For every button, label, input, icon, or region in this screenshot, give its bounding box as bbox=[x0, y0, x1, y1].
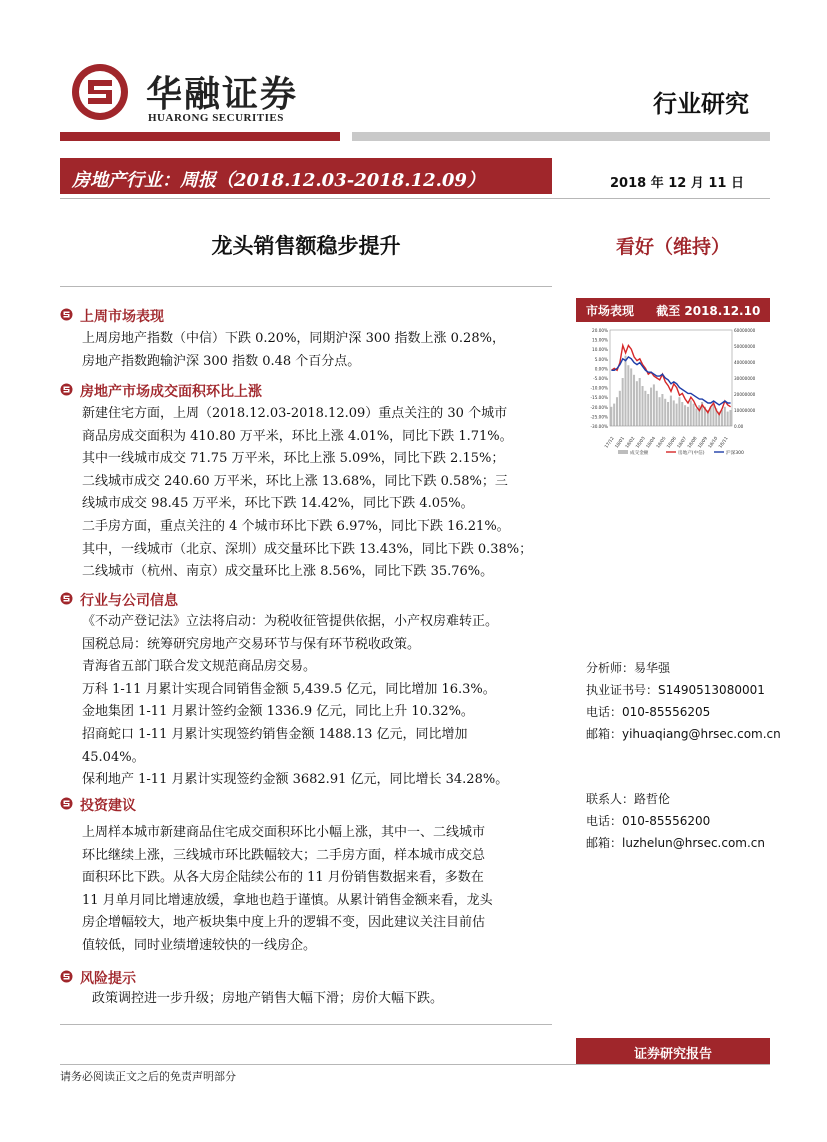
volume-bar bbox=[664, 399, 666, 426]
right-tick-label: 40000000 bbox=[734, 360, 756, 365]
left-tick-label: 10.00% bbox=[592, 347, 608, 353]
analyst-phone: 电话：010-85556205 bbox=[586, 705, 711, 719]
market-cutoff: 截至 2018.12.10 bbox=[656, 304, 761, 318]
body-line: 二手房方面，重点关注的 4 个城市环比下跌 6.97%，同比下跌 16.21%。 bbox=[82, 518, 510, 534]
body-line: 招商蛇口 1-11 月累计实现签约销售金额 1488.13 亿元，同比增加 bbox=[82, 726, 468, 742]
volume-bar bbox=[727, 412, 729, 426]
x-tick-label: 17/12 bbox=[604, 436, 616, 450]
body-line: 政策调控进一步升级；房地产销售大幅下滑；房价大幅下跌。 bbox=[92, 991, 444, 1006]
body-line: 上周房地产指数（中信）下跌 0.20%，同期沪深 300 指数上涨 0.28%， bbox=[82, 331, 505, 346]
contact-phone: 电话：010-85556200 bbox=[586, 814, 711, 828]
body-line: 青海省五部门联合发文规范商品房交易。 bbox=[82, 659, 317, 675]
right-tick-label: 30000000 bbox=[734, 376, 756, 381]
footer-divider bbox=[60, 1064, 770, 1065]
volume-bar bbox=[670, 396, 672, 426]
left-tick-label: 20.00% bbox=[592, 328, 608, 333]
x-tick-label: 18/04 bbox=[645, 436, 658, 450]
body-line: 面积环比下跌。从各大房企陆续公布的 11 月份销售数据来看，多数在 bbox=[82, 870, 484, 886]
volume-bar bbox=[644, 391, 646, 426]
left-tick-label: 15.00% bbox=[592, 337, 608, 343]
analyst-email[interactable]: 邮箱：yihuaqiang@hrsec.com.cn bbox=[586, 727, 781, 741]
body-line: 线城市成交 98.45 万平米，环比下跌 14.42%，同比下跌 4.05%。 bbox=[82, 496, 474, 512]
left-tick-label: -15.00% bbox=[590, 395, 608, 401]
volume-bar bbox=[633, 375, 635, 426]
header-gray-bar bbox=[352, 132, 770, 141]
x-tick-label: 18/09 bbox=[697, 436, 709, 450]
disclaimer: 请务必阅读正文之后的免责声明部分 bbox=[60, 1070, 236, 1083]
section-heading: 行业与公司信息 bbox=[80, 593, 178, 609]
body-line: 11 月单月同比增速放缓，拿地也趋于谨慎。从累计销售金额来看，龙头 bbox=[82, 892, 493, 908]
volume-bar bbox=[647, 394, 649, 426]
left-tick-label: -5.00% bbox=[593, 376, 608, 381]
volume-bar bbox=[636, 381, 638, 426]
volume-bar bbox=[729, 410, 731, 426]
volume-bar bbox=[676, 404, 678, 426]
volume-bar bbox=[695, 408, 697, 426]
right-tick-label: 60000000 bbox=[734, 328, 756, 333]
market-label: 市场表现 bbox=[586, 304, 635, 318]
body-line: 45.04%。 bbox=[82, 749, 145, 765]
section-body bbox=[92, 988, 443, 1011]
volume-bar bbox=[610, 407, 612, 426]
report-type: 行业研究 bbox=[653, 89, 749, 118]
body-line: 商品房成交面积为 410.80 万平米，环比上涨 4.01%，同比下跌 1.71%。 bbox=[82, 428, 513, 444]
body-line: 万科 1-11 月累计实现合同销售金额 5,439.5 亿元，同比增加 16.3%。 bbox=[82, 681, 496, 697]
volume-bar bbox=[642, 386, 644, 426]
left-tick-label: -10.00% bbox=[590, 385, 608, 391]
section-bullet-icon bbox=[60, 970, 73, 983]
volume-bar bbox=[681, 402, 683, 426]
section-body bbox=[82, 403, 532, 584]
volume-bar bbox=[693, 404, 695, 426]
volume-bar bbox=[624, 356, 626, 426]
volume-bar bbox=[659, 397, 661, 426]
body-line: 国税总局：统筹研究房地产交易环节与保有环节税收政策。 bbox=[82, 636, 421, 652]
section-heading: 投资建议 bbox=[80, 798, 136, 814]
body-bottom-divider bbox=[60, 1024, 552, 1025]
legend-label: 房地产(中信) bbox=[678, 451, 705, 456]
left-tick-label: -25.00% bbox=[590, 414, 608, 420]
volume-bar bbox=[630, 368, 632, 426]
section-bullet-icon bbox=[60, 383, 73, 396]
body-line: 房地产指数跑输沪深 300 指数 0.48 个百分点。 bbox=[82, 353, 361, 369]
right-tick-label: 10000000 bbox=[734, 408, 756, 413]
x-tick-label: 18/05 bbox=[656, 436, 668, 450]
report-title: 房地产行业：周报（2018.12.03-2018.12.09） bbox=[72, 170, 485, 191]
x-tick-label: 18/08 bbox=[687, 436, 699, 450]
right-tick-label: 50000000 bbox=[734, 344, 756, 349]
report-date: 2018 年 12 月 11 日 bbox=[610, 176, 744, 191]
footer-label: 证券研究报告 bbox=[633, 1047, 712, 1062]
x-tick-label: 18/06 bbox=[666, 436, 678, 450]
right-tick-label: 20000000 bbox=[734, 392, 756, 397]
volume-bar bbox=[616, 397, 618, 426]
volume-bar bbox=[653, 384, 655, 426]
market-performance-chart bbox=[582, 326, 768, 462]
volume-bar bbox=[678, 397, 680, 426]
left-tick-label: 0.00% bbox=[594, 366, 608, 372]
body-line: 房企增幅较大，地产板块集中度上升的逻辑不变，因此建议关注目前估 bbox=[82, 915, 486, 931]
volume-bar bbox=[721, 410, 723, 426]
volume-bar bbox=[650, 388, 652, 426]
left-tick-label: -30.00% bbox=[590, 424, 608, 429]
body-line: 值较低，同时业绩增速较快的一线房企。 bbox=[82, 937, 317, 953]
body-line: 上周样本城市新建商品住宅成交面积环比小幅上涨，其中一、二线城市 bbox=[82, 825, 486, 840]
x-tick-label: 18/03 bbox=[635, 436, 647, 450]
x-tick-label: 18/10 bbox=[707, 436, 720, 450]
analyst-name: 分析师：易华强 bbox=[586, 661, 671, 675]
body-line: 环比继续上涨，三线城市环比跌幅较大；二手房方面，样本城市成交总 bbox=[82, 847, 486, 863]
x-tick-label: 18/11 bbox=[718, 436, 730, 450]
body-line: 其中，一线城市（北京、深圳）成交量环比下跌 13.43%，同比下跌 0.38%； bbox=[82, 541, 533, 557]
brand-name-en: HUARONG SECURITIES bbox=[148, 112, 284, 124]
title-divider bbox=[60, 198, 770, 199]
volume-bar bbox=[712, 404, 714, 426]
body-line: 《不动产登记法》立法将启动：为税收征管提供依据，小产权房难转正。 bbox=[82, 614, 499, 629]
rating: 看好（维持） bbox=[615, 236, 730, 258]
body-line: 其中一线城市成交 71.75 万平米，环比上涨 5.09%，同比下跌 2.15%； bbox=[82, 451, 505, 467]
section-bullet-icon bbox=[60, 308, 73, 321]
body-line: 金地集团 1-11 月累计签约金额 1336.9 亿元，同比上升 10.32%。 bbox=[82, 704, 474, 720]
section-body bbox=[82, 822, 493, 958]
body-line: 二线城市（杭州、南京）成交量环比上涨 8.56%，同比下跌 35.76%。 bbox=[82, 564, 494, 580]
volume-bar bbox=[684, 405, 686, 426]
legend-swatch bbox=[618, 450, 628, 454]
x-tick-label: 18/07 bbox=[676, 436, 689, 450]
left-tick-label: 5.00% bbox=[594, 356, 608, 362]
legend-label: 沪深300 bbox=[726, 451, 744, 456]
volume-bar bbox=[622, 378, 624, 426]
body-line: 二线城市成交 240.60 万平米，环比上涨 13.68%，同比下跌 0.58%；三 bbox=[82, 473, 508, 489]
section-heading: 房地产市场成交面积环比上涨 bbox=[80, 384, 262, 400]
headline-divider bbox=[60, 286, 552, 287]
contact-name: 联系人：路哲伦 bbox=[586, 792, 671, 806]
section-body bbox=[82, 328, 505, 373]
contact-email[interactable]: 邮箱：luzhelun@hrsec.com.cn bbox=[586, 836, 766, 850]
left-tick-label: -20.00% bbox=[590, 404, 608, 410]
brand-name-cn: 华融证券 bbox=[146, 73, 299, 115]
legend-label: 成交金额 bbox=[630, 451, 649, 456]
volume-bar bbox=[667, 402, 669, 426]
header-red-bar bbox=[60, 132, 340, 141]
section-bullet-icon bbox=[60, 797, 73, 810]
volume-bar bbox=[613, 404, 615, 426]
analyst-license: 执业证书号：S1490513080001 bbox=[586, 683, 765, 697]
volume-bar bbox=[673, 400, 675, 426]
headline: 龙头销售额稳步提升 bbox=[211, 233, 401, 258]
section-heading: 风险提示 bbox=[80, 971, 136, 987]
volume-bar bbox=[661, 394, 663, 426]
section-body bbox=[82, 611, 508, 792]
section-bullet-icon bbox=[60, 592, 73, 605]
right-tick-label: 0.00 bbox=[734, 424, 744, 429]
x-tick-label: 18/01 bbox=[614, 436, 627, 450]
volume-bar bbox=[639, 378, 641, 426]
volume-bar bbox=[724, 407, 726, 426]
huarong-logo-icon bbox=[70, 62, 130, 122]
volume-bar bbox=[690, 400, 692, 426]
body-line: 保利地产 1-11 月累计实现签约金额 3682.91 亿元，同比增长 34.28%。 bbox=[82, 772, 509, 788]
section-heading: 上周市场表现 bbox=[80, 309, 164, 325]
market-performance-label bbox=[586, 302, 760, 319]
volume-bar bbox=[627, 365, 629, 426]
body-line: 新建住宅方面，上周（2018.12.03-2018.12.09）重点关注的 30 个城市 bbox=[82, 406, 508, 421]
volume-bar bbox=[687, 407, 689, 426]
volume-bar bbox=[656, 391, 658, 426]
volume-bar bbox=[619, 391, 621, 426]
x-tick-label: 18/02 bbox=[625, 436, 637, 450]
